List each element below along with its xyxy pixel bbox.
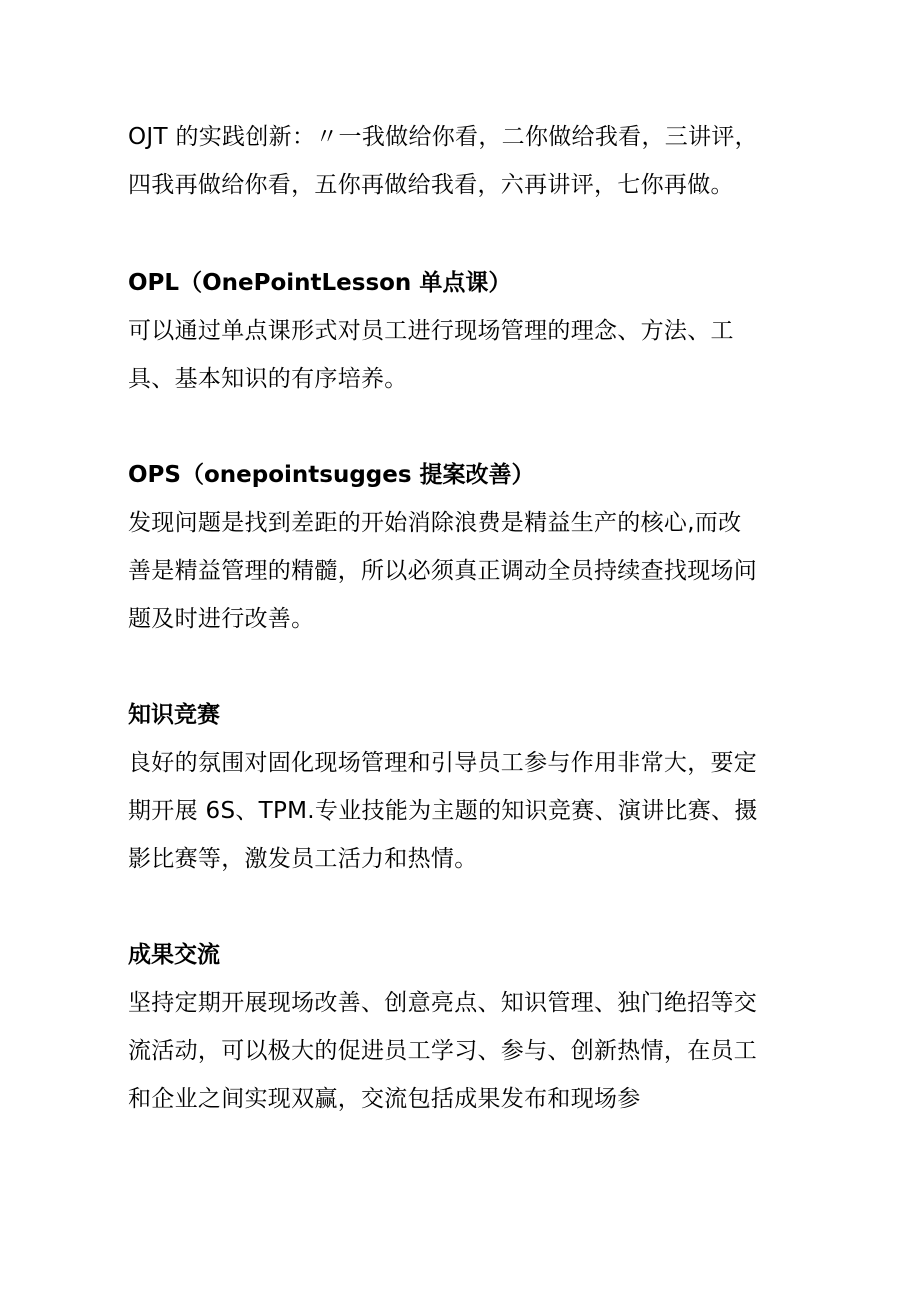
results-exchange-heading: 成果交流	[128, 942, 220, 968]
ojt-line-1: OJT 的实践创新：〃一我做给你看，二你做给我看，三讲评，	[128, 124, 758, 150]
results-exchange-line-3: 和企业之间实现双赢，交流包括成果发布和现场参	[128, 1086, 641, 1112]
section-opl	[128, 259, 818, 403]
opl-heading: OPL（OnePointLesson 单点课）	[128, 270, 512, 296]
section-knowledge-contest	[128, 691, 818, 883]
knowledge-contest-heading: 知识竞赛	[128, 702, 220, 728]
opl-line-2: 具、基本知识的有序培养。	[128, 366, 408, 392]
ops-line-1: 发现问题是找到差距的开始消除浪费是精益生产的核心,而改	[128, 510, 742, 536]
ojt-paragraph	[128, 113, 818, 209]
ops-heading: OPS（onepointsugges 提案改善）	[128, 462, 535, 488]
opl-line-1: 可以通过单点课形式对员工进行现场管理的理念、方法、工	[128, 318, 734, 344]
opl-paragraph	[128, 307, 818, 403]
results-exchange-line-1: 坚持定期开展现场改善、创意亮点、知识管理、独门绝招等交	[128, 990, 758, 1016]
ops-line-3: 题及时进行改善。	[128, 606, 315, 632]
ojt-line-2: 四我再做给你看，五你再做给我看，六再讲评，七你再做。	[128, 172, 734, 198]
document-body	[128, 113, 818, 1171]
knowledge-contest-paragraph	[128, 739, 818, 883]
section-ojt	[128, 113, 818, 209]
knowledge-contest-line-1: 良好的氛围对固化现场管理和引导员工参与作用非常大，要定	[128, 750, 758, 776]
ops-line-2: 善是精益管理的精髓，所以必须真正调动全员持续查找现场问	[128, 558, 758, 584]
ops-paragraph	[128, 499, 818, 643]
knowledge-contest-line-2: 期开展 6S、TPM.专业技能为主题的知识竞赛、演讲比赛、摄	[128, 798, 758, 824]
results-exchange-line-2: 流活动，可以极大的促进员工学习、参与、创新热情，在员工	[128, 1038, 758, 1064]
knowledge-contest-line-3: 影比赛等，激发员工活力和热情。	[128, 846, 478, 872]
section-results-exchange	[128, 931, 818, 1123]
section-ops	[128, 451, 818, 643]
results-exchange-paragraph	[128, 979, 818, 1123]
